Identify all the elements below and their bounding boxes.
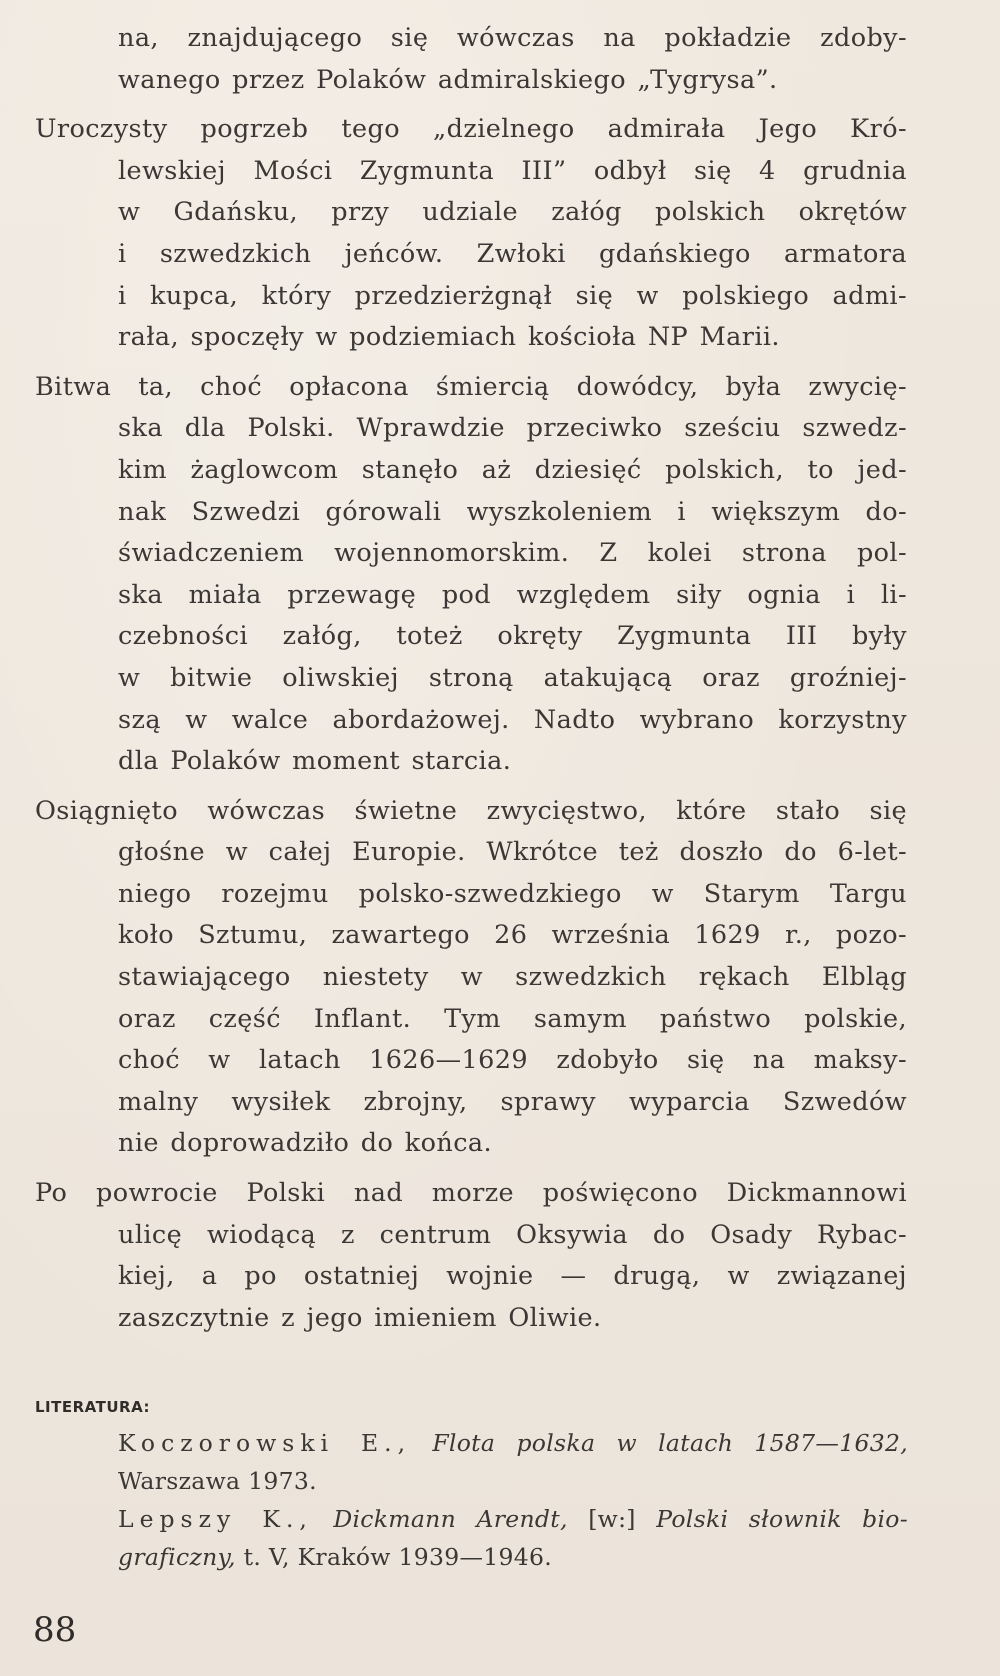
entry-author: Koczorowski E., [118,1429,412,1457]
entry-in-marker: [w:] [588,1505,636,1533]
text-line: choć w latach 1626—1629 zdobyło się na maksy- [118,1045,907,1076]
text-line: i szwedzkich jeńców. Zwłoki gdańskiego armatora [118,238,907,269]
paragraph-funeral [35,109,907,359]
entry-work-cont: graficzny, [118,1543,236,1571]
text-line: malny wysiłek zbrojny, sprawy wyparcia Szwedów [118,1086,907,1117]
text-line: zaszczytnie z jego imieniem Oliwie. [118,1302,602,1333]
text-line: Bitwa ta, choć opłacona śmiercią dowódcy, była zwycię- [35,371,907,402]
text-line: ulicę wiodącą z centrum Oksywia do Osady Rybac- [118,1219,907,1250]
literature-entry-lepszy-cont [118,1538,908,1576]
text-line: kim żaglowcom stanęło aż dziesięć polskich, to jed- [118,454,907,485]
text-line: w Gdańsku, przy udziale załóg polskich okrętów [118,197,907,228]
text-line: koło Sztumu, zawartego 26 września 1629 r., pozo- [118,920,907,951]
paragraph-battle [35,367,907,783]
entry-title: Flota polska w latach 1587—1632, [432,1429,908,1457]
paragraph-commemoration [35,1173,907,1339]
paragraph-victory [35,791,907,1165]
text-line: nak Szwedzi górowali wyszkoleniem i większym do- [118,496,907,527]
literature-entry-koczorowski [118,1424,908,1462]
body-text [35,18,907,1347]
text-line: ska miała przewagę pod względem siły ognia i li- [118,579,907,610]
literature-entry-lepszy [118,1500,908,1538]
text-line: Uroczysty pogrzeb tego „dzielnego admirała Jego Kró- [35,114,907,145]
literature-list [118,1424,908,1576]
text-line: rała, spoczęły w podziemiach kościoła NP Marii. [118,322,780,353]
text-line: w bitwie oliwskiej stroną atakującą oraz groźniej- [118,662,907,693]
text-line: Osiągnięto wówczas świetne zwycięstwo, które stało się [35,795,907,826]
text-line: stawiającego niestety w szwedzkich rękach Elbląg [118,962,907,993]
text-line: lewskiej Mości Zygmunta III” odbył się 4 grudnia [118,155,907,186]
text-line: wanego przez Polaków admiralskiego „Tygrysa”. [118,64,778,95]
entry-title: Dickmann Arendt, [333,1505,568,1533]
paragraph-continuation [35,18,907,101]
text-line: czebności załóg, toteż okręty Zygmunta III były [118,621,907,652]
text-line: na, znajdującego się wówczas na pokładzie zdoby- [118,23,907,53]
text-line: niego rozejmu polsko-szwedzkiego w Starym Targu [118,878,907,909]
text-line: i kupca, który przedzierżgnął się w polskiego admi- [118,280,907,311]
text-line: dla Polaków moment starcia. [118,746,512,777]
text-line: szą w walce abordażowej. Nadto wybrano korzystny [118,704,907,735]
text-line: ska dla Polski. Wprawdzie przeciwko sześciu szwedz- [118,413,907,444]
text-line: nie doprowadziło do końca. [118,1128,492,1159]
text-line: Po powrocie Polski nad morze poświęcono Dickmannowi [35,1178,907,1209]
entry-details: t. V, Kraków 1939—1946. [243,1543,553,1571]
text-line: oraz część Inflant. Tym samym państwo polskie, [118,1003,907,1034]
text-line: kiej, a po ostatniej wojnie — drugą, w związanej [118,1261,907,1292]
literature-heading: LITERATURA: [35,1398,150,1416]
entry-author: Lepszy K., [118,1505,313,1533]
page-number: 88 [33,1610,77,1650]
text-line: głośne w całej Europie. Wkrótce też doszło do 6-let- [118,837,907,868]
entry-work: Polski słownik bio- [656,1505,908,1533]
literature-entry-koczorowski-cont: Warszawa 1973. [118,1467,317,1495]
text-line: świadczeniem wojennomorskim. Z kolei strona pol- [118,538,907,569]
